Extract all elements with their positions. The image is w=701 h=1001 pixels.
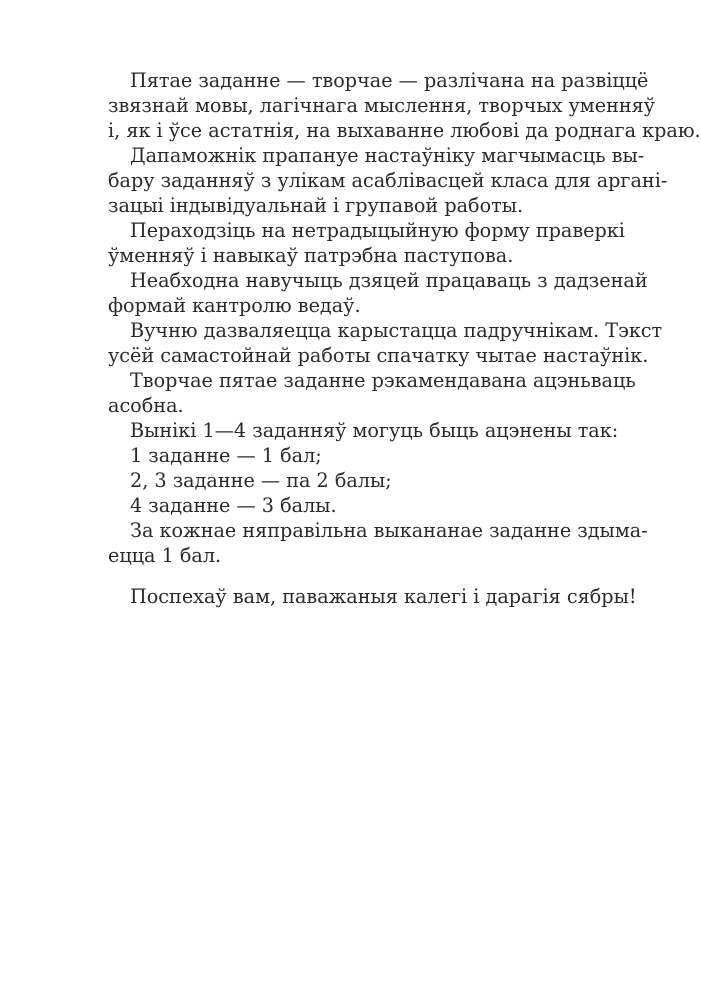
text-line: 1 заданне — 1 бал; <box>130 444 322 467</box>
paragraph <box>108 418 623 443</box>
text-line: 4 заданне — 3 балы. <box>130 494 337 517</box>
text-line: Пераходзіць на нетрадыцыйную форму праверкі <box>130 219 625 242</box>
text-line: 2, 3 заданне — па 2 балы; <box>130 469 392 492</box>
paragraph <box>108 268 648 318</box>
paragraph <box>108 584 637 609</box>
document-text <box>108 68 701 609</box>
text-line: Творчае пятае заданне рэкамендавана ацэньваць <box>130 369 636 392</box>
paragraph <box>108 143 668 218</box>
text-line: формай кантролю ведаў. <box>108 294 361 317</box>
text-line: Поспехаў вам, паважаныя калегі і дарагія сябры! <box>130 585 637 608</box>
paragraph <box>108 68 701 143</box>
paragraph <box>108 468 623 493</box>
text-line: Неабходна навучыць дзяцей працаваць з дадзенай <box>130 269 648 292</box>
text-line: Пятае заданне — творчае — разлічана на развіццё <box>130 69 649 92</box>
text-line: зацыi індывідуальнай і групавой работы. <box>108 194 524 217</box>
text-line: За кожнае няправільна выкананае заданне здыма- <box>130 519 648 542</box>
paragraph <box>108 443 623 468</box>
paragraph <box>108 318 663 368</box>
text-line: звязнай мовы, лагічнага мыслення, творчых уменняў <box>108 94 656 117</box>
text-line: ўменняў і навыкаў патрэбна паступова. <box>108 244 514 267</box>
text-line: і, як і ўсе астатнія, на выхаванне любові да роднага краю. <box>108 119 701 142</box>
paragraph <box>108 218 623 268</box>
text-line: Вучню дазваляецца карыстацца падручнікам. Тэкст <box>130 319 663 342</box>
text-line: усёй самастойнай работы спачатку чытае настаўнік. <box>108 344 649 367</box>
text-line: асобна. <box>108 394 184 417</box>
text-line: Дапаможнік прапануе настаўніку магчымасць вы- <box>130 144 645 167</box>
paragraph <box>108 518 648 568</box>
text-line: Вынікі 1—4 заданняў могуць быць ацэнены так: <box>130 419 619 442</box>
paragraph <box>108 493 623 518</box>
text-line: ецца 1 бал. <box>108 544 222 567</box>
text-line: бару заданняў з улікам асабліваcцей класа для арганi- <box>108 169 668 192</box>
paragraph <box>108 368 636 418</box>
